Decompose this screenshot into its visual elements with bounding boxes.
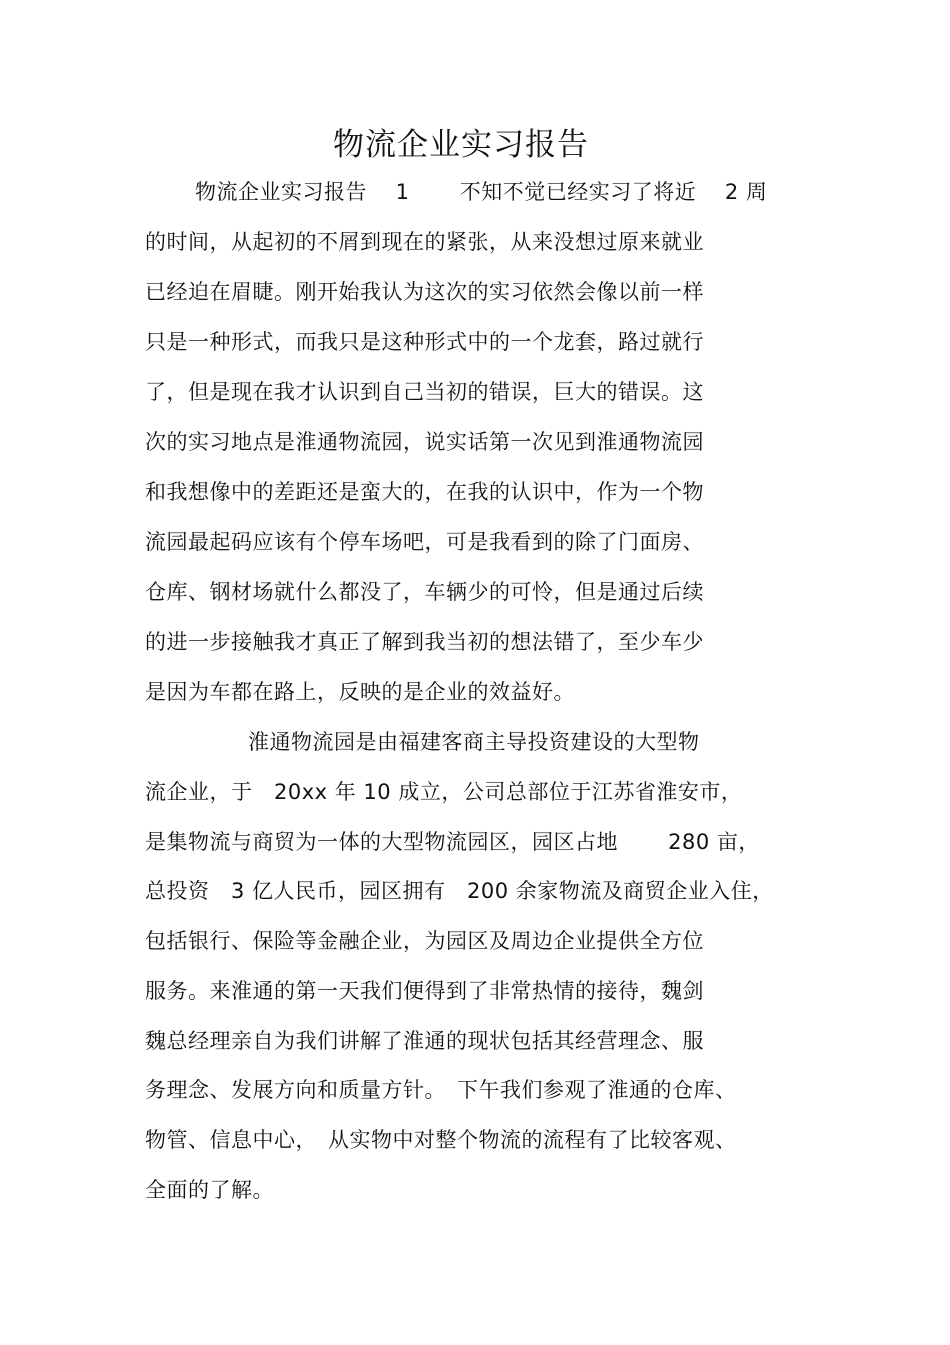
body-line: 服务。来淮通的第一天我们便得到了非常热情的接待，魏剑 bbox=[145, 979, 704, 1003]
body-line: 是因为车都在路上，反映的是企业的效益好。 bbox=[145, 680, 575, 704]
body-line: 魏总经理亲自为我们讲解了淮通的现状包括其经营理念、服 bbox=[145, 1029, 704, 1053]
body-line: 物流企业实习报告 1 不知不觉已经实习了将近 2 周 bbox=[195, 180, 768, 204]
body-line: 流企业，于 20xx 年 10 成立，公司总部位于江苏省淮安市， bbox=[145, 780, 743, 804]
body-line: 了，但是现在我才认识到自己当初的错误，巨大的错误。这 bbox=[145, 380, 704, 404]
body-line: 仓库、钢材场就什么都没了，车辆少的可怜，但是通过后续 bbox=[145, 580, 704, 604]
document-title: 物流企业实习报告 bbox=[333, 127, 589, 163]
body-line: 务理念、发展方向和质量方针。 下午我们参观了淮通的仓库、 bbox=[145, 1078, 737, 1102]
body-line: 次的实习地点是淮通物流园，说实话第一次见到淮通物流园 bbox=[145, 430, 704, 454]
body-line: 淮通物流园是由福建客商主导投资建设的大型物 bbox=[248, 730, 700, 754]
body-line: 物管、信息中心， 从实物中对整个物流的流程有了比较客观、 bbox=[145, 1128, 737, 1152]
body-line: 的进一步接触我才真正了解到我当初的想法错了，至少车少 bbox=[145, 630, 704, 654]
body-line: 的时间，从起初的不屑到现在的紧张，从来没想过原来就业 bbox=[145, 230, 704, 254]
body-line: 已经迫在眉睫。刚开始我认为这次的实习依然会像以前一样 bbox=[145, 280, 704, 304]
body-line: 流园最起码应该有个停车场吧，可是我看到的除了门面房、 bbox=[145, 530, 704, 554]
body-line: 只是一种形式，而我只是这种形式中的一个龙套，路过就行 bbox=[145, 330, 704, 354]
body-line: 是集物流与商贸为一体的大型物流园区，园区占地 280 亩， bbox=[145, 830, 760, 854]
body-line: 总投资 3 亿人民币，园区拥有 200 余家物流及商贸企业入住， bbox=[145, 879, 774, 903]
body-line: 和我想像中的差距还是蛮大的，在我的认识中，作为一个物 bbox=[145, 480, 704, 504]
body-line: 全面的了解。 bbox=[145, 1178, 274, 1202]
body-line: 包括银行、保险等金融企业，为园区及周边企业提供全方位 bbox=[145, 929, 704, 953]
